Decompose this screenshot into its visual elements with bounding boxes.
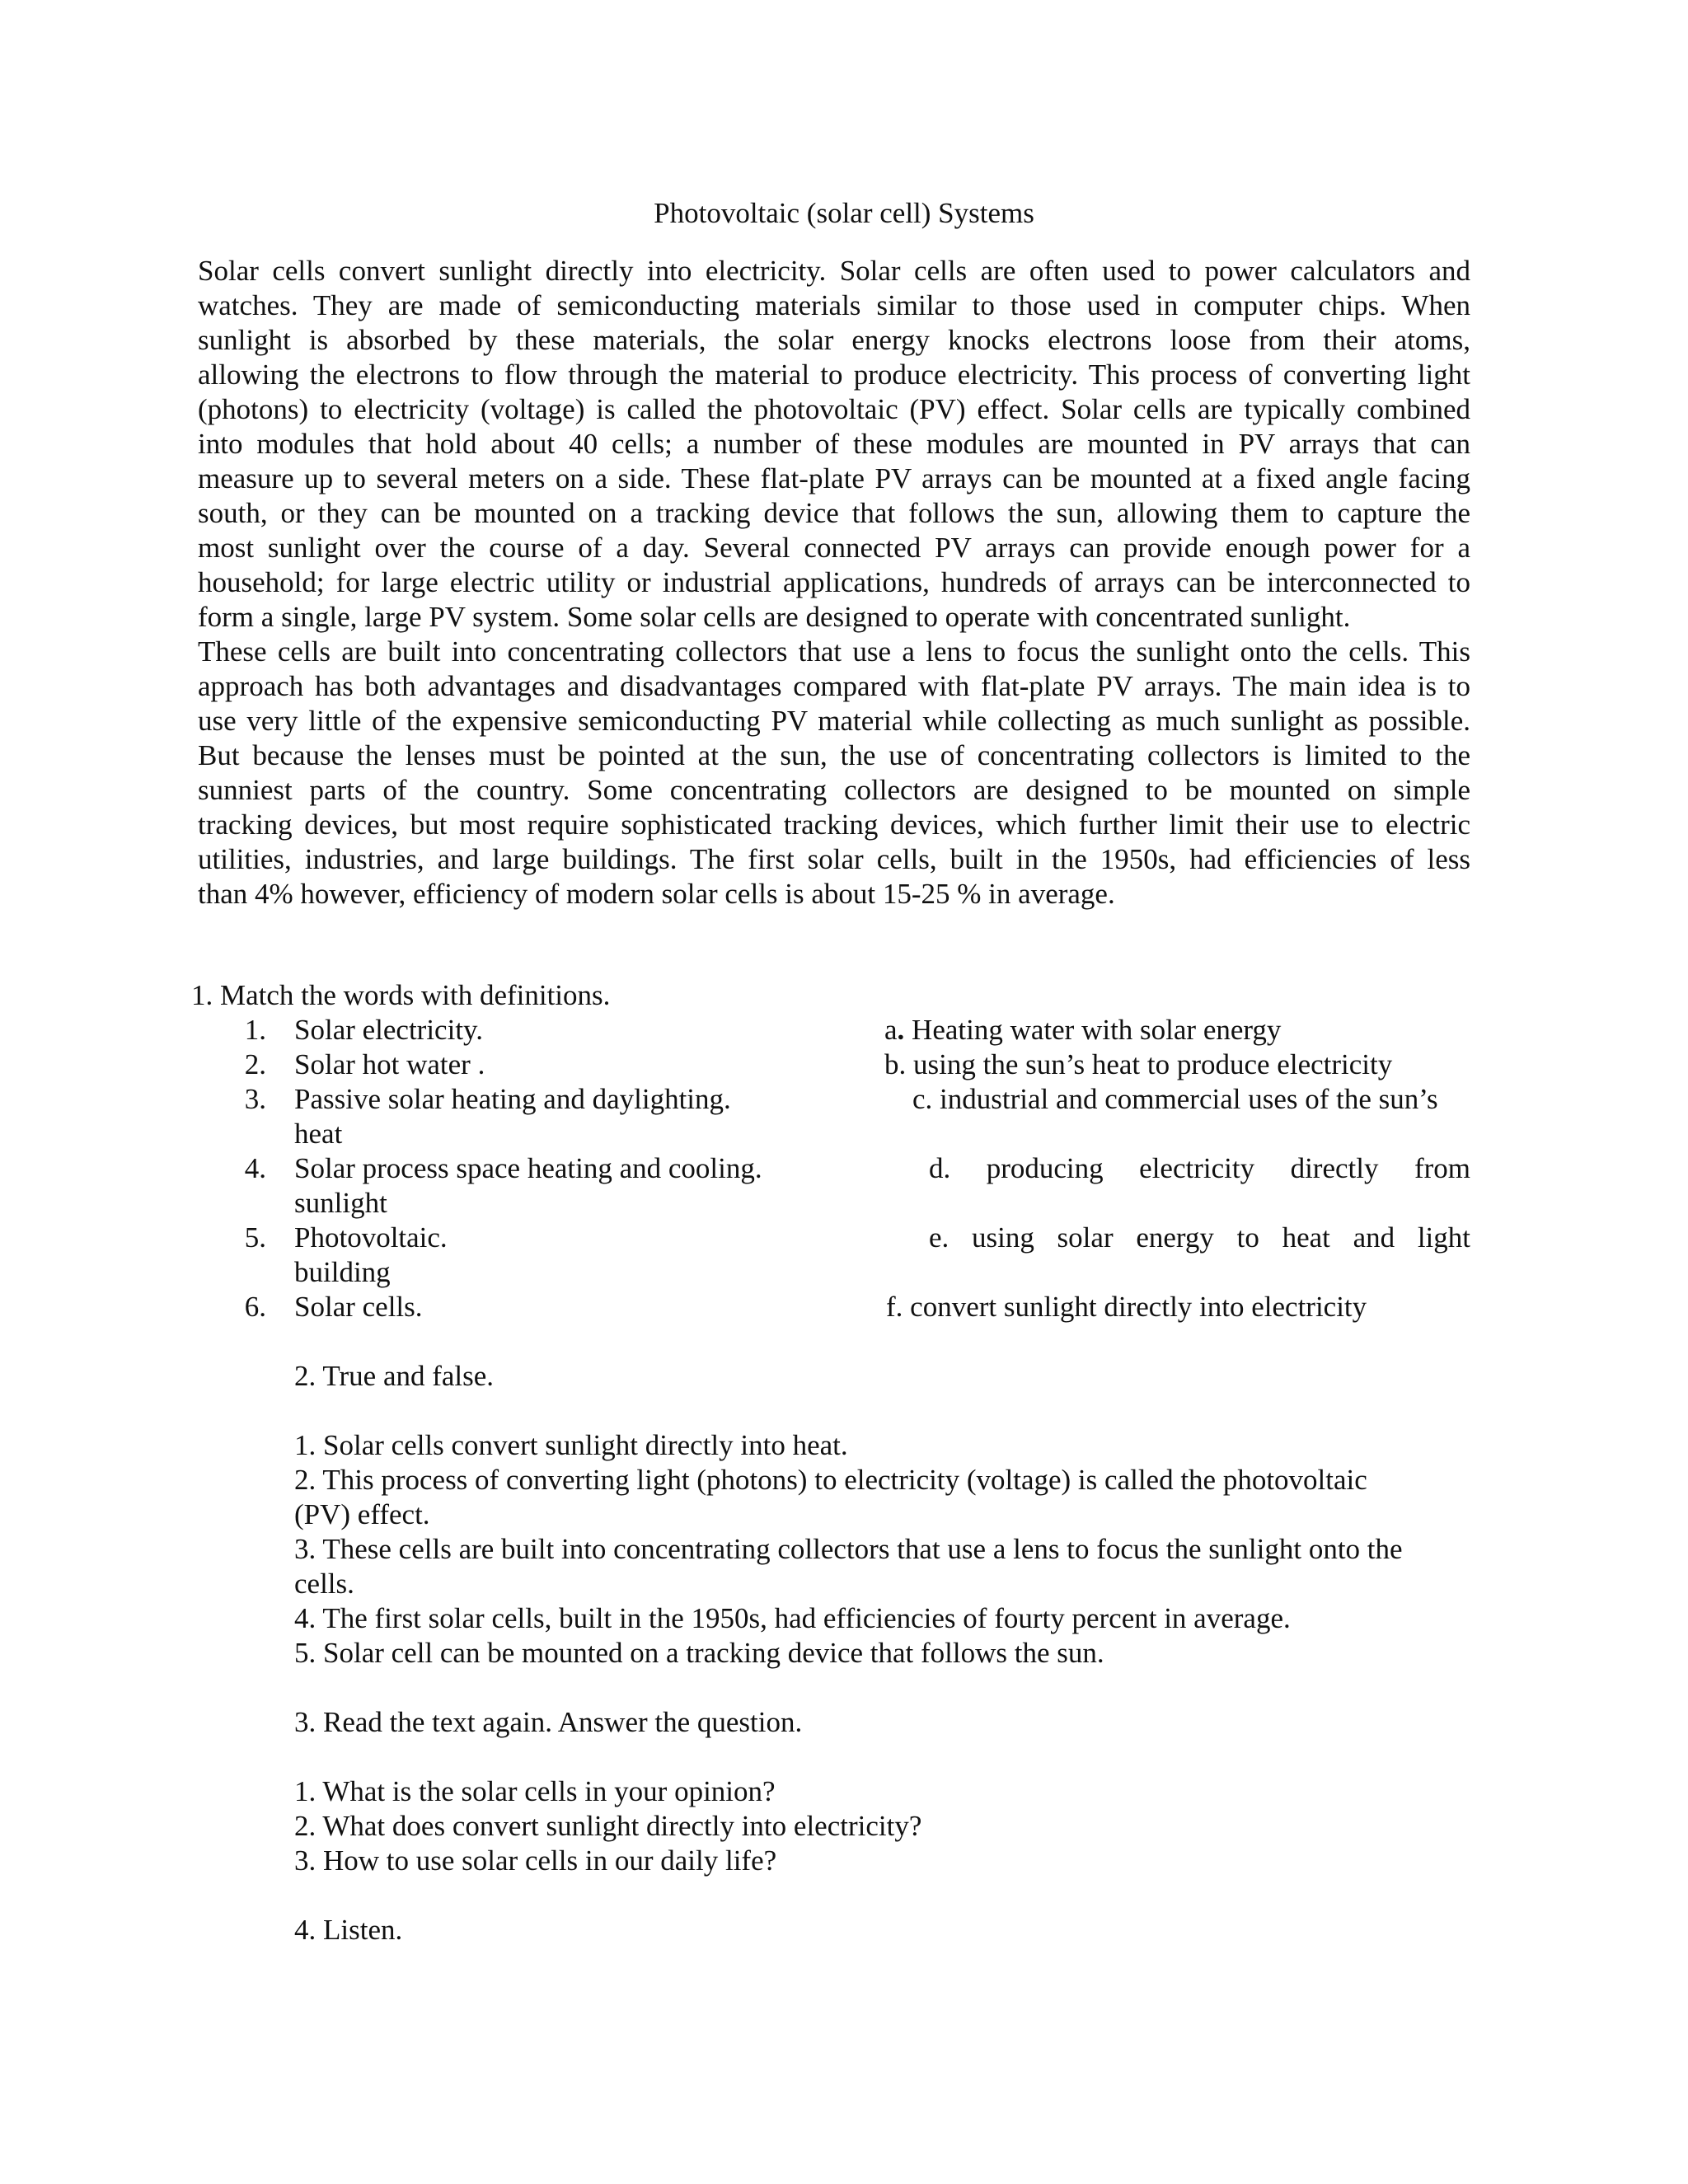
- match-item-text: Passive solar heating and daylighting.: [294, 1083, 731, 1115]
- paragraph-line: measure up to several meters on a side. These flat-plate PV arrays can be mounted at a fixed angle facing: [198, 462, 1470, 494]
- match-item-number: 4.: [244, 1152, 266, 1184]
- exercise3-heading: 3. Read the text again. Answer the question.: [294, 1706, 803, 1738]
- exercise4-heading: 4. Listen.: [294, 1914, 403, 1946]
- definition-letter: a: [884, 1014, 898, 1046]
- match-definition-continuation: building: [294, 1256, 391, 1288]
- document-title: Photovoltaic (solar cell) Systems: [654, 197, 1034, 229]
- match-definition: f. convert sunlight directly into electricity: [886, 1291, 1367, 1323]
- true-false-line: (PV) effect.: [294, 1498, 430, 1530]
- exercise1-heading: 1. Match the words with definitions.: [191, 979, 611, 1011]
- paragraph-line: into modules that hold about 40 cells; a number of these modules are mounted in PV arrays that can: [198, 428, 1470, 460]
- question-line: 3. How to use solar cells in our daily life?: [294, 1844, 777, 1877]
- match-item-number: 5.: [244, 1221, 266, 1254]
- match-item-text: Solar cells.: [294, 1291, 423, 1323]
- paragraph-line: But because the lenses must be pointed at the sun, the use of concentrating collectors is limited to the: [198, 739, 1470, 771]
- match-definition-continuation: heat: [294, 1118, 343, 1150]
- question-line: 1. What is the solar cells in your opinion?: [294, 1775, 776, 1807]
- paragraph-line: watches. They are made of semiconducting materials similar to those used in computer chips. When: [198, 289, 1470, 321]
- paragraph-line: use very little of the expensive semiconducting PV material while collecting as much sunlight as possible.: [198, 705, 1470, 737]
- match-definition: c. industrial and commercial uses of the sun’s: [912, 1083, 1438, 1115]
- definition-text: Heating water with solar energy: [904, 1014, 1282, 1046]
- match-definition: e. using solar energy to heat and light: [929, 1221, 1470, 1254]
- match-item-text: Photovoltaic.: [294, 1221, 448, 1254]
- paragraph-line: sunniest parts of the country. Some concentrating collectors are designed to be mounted on simple: [198, 774, 1470, 806]
- match-item-text: Solar process space heating and cooling.: [294, 1152, 762, 1184]
- paragraph-line: approach has both advantages and disadvantages compared with flat-plate PV arrays. The main idea is to: [198, 670, 1470, 702]
- true-false-line: 5. Solar cell can be mounted on a tracking device that follows the sun.: [294, 1637, 1104, 1669]
- match-item-text: Solar electricity.: [294, 1014, 484, 1046]
- match-definition: b. using the sun’s heat to produce electricity: [884, 1048, 1393, 1080]
- paragraph-line: than 4% however, efficiency of modern solar cells is about 15-25 % in average.: [198, 878, 1115, 910]
- match-item-number: 2.: [244, 1048, 266, 1080]
- definition-letter-dot: .: [897, 1014, 905, 1046]
- main-paragraph: [198, 254, 1470, 912]
- paragraph-line: These cells are built into concentrating collectors that use a lens to focus the sunlight onto the cells. This: [198, 635, 1470, 668]
- true-false-line: cells.: [294, 1568, 354, 1600]
- paragraph-line: utilities, industries, and large buildings. The first solar cells, built in the 1950s, had efficiencies of less: [198, 843, 1470, 875]
- true-false-line: 1. Solar cells convert sunlight directly into heat.: [294, 1429, 848, 1461]
- paragraph-line: (photons) to electricity (voltage) is called the photovoltaic (PV) effect. Solar cells are typically combined: [198, 393, 1470, 425]
- paragraph-line: Solar cells convert sunlight directly into electricity. Solar cells are often used to power calculators and: [198, 255, 1470, 287]
- true-false-line: 3. These cells are built into concentrating collectors that use a lens to focus the sunlight onto the: [294, 1533, 1403, 1565]
- match-item-number: 1.: [244, 1014, 266, 1046]
- match-definition-continuation: sunlight: [294, 1187, 387, 1219]
- paragraph-line: form a single, large PV system. Some solar cells are designed to operate with concentrated sunlight.: [198, 601, 1351, 633]
- match-definition: [884, 1013, 1281, 1047]
- paragraph-line: most sunlight over the course of a day. Several connected PV arrays can provide enough power for a: [198, 532, 1470, 564]
- question-line: 2. What does convert sunlight directly into electricity?: [294, 1810, 922, 1842]
- match-definition: d. producing electricity directly from: [929, 1152, 1470, 1184]
- match-item-number: 6.: [244, 1291, 266, 1323]
- paragraph-line: household; for large electric utility or industrial applications, hundreds of arrays can be interconnected to: [198, 566, 1470, 598]
- paragraph-line: tracking devices, but most require sophisticated tracking devices, which further limit their use to electric: [198, 808, 1470, 841]
- paragraph-line: allowing the electrons to flow through the material to produce electricity. This process of converting light: [198, 359, 1470, 391]
- paragraph-line: south, or they can be mounted on a tracking device that follows the sun, allowing them to capture the: [198, 497, 1470, 529]
- true-false-line: 2. This process of converting light (photons) to electricity (voltage) is called the photovoltaic: [294, 1464, 1367, 1496]
- match-item-number: 3.: [244, 1083, 266, 1115]
- exercise2-heading: 2. True and false.: [294, 1360, 495, 1392]
- paragraph-line: sunlight is absorbed by these materials, the solar energy knocks electrons loose from their atoms,: [198, 324, 1470, 356]
- true-false-line: 4. The first solar cells, built in the 1950s, had efficiencies of fourty percent in average.: [294, 1602, 1291, 1634]
- match-item-text: Solar hot water .: [294, 1048, 485, 1080]
